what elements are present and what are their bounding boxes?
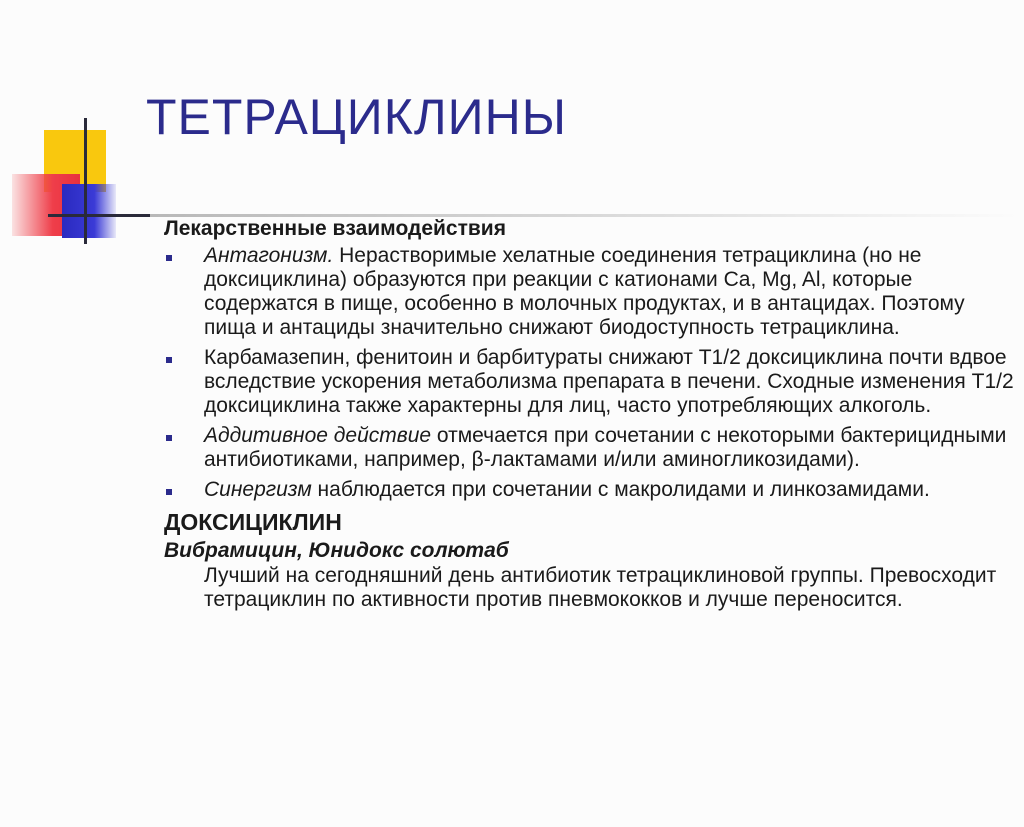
item-lead: Синергизм — [204, 478, 312, 501]
list-item — [164, 424, 1016, 472]
vertical-line — [84, 118, 87, 244]
bullet-list — [164, 244, 1016, 502]
brand-names: Вибрамицин, Юнидокс солютаб — [164, 539, 509, 562]
slide-content — [164, 216, 1016, 612]
section-title: ДОКСИЦИКЛИН — [164, 509, 342, 535]
bullet-icon — [166, 255, 172, 261]
item-lead: Аддитивное действие — [204, 424, 432, 447]
horizontal-line — [48, 214, 158, 217]
list-item — [164, 346, 1016, 418]
item-text: Карбамазепин, фенитоин и барбитураты снижают T1/2 доксициклина почти вдвое вследствие ускорения метаболизма препарата в печени. Сходные изменения T1/2 доксициклина также характерны для лиц, часто употребляющих алкоголь. — [204, 346, 1014, 417]
item-text: отмечается при сочетании с некоторыми бактерицидными антибиотиками, например, β-лактамами и/или аминогликозидами). — [204, 424, 1007, 471]
blue-square — [62, 184, 116, 238]
item-lead: Антагонизм. — [204, 244, 334, 267]
item-text: наблюдается при сочетании с макролидами и линкозамидами. — [311, 478, 930, 501]
list-item — [164, 478, 1016, 502]
bullet-icon — [166, 357, 172, 363]
list-item — [164, 244, 1016, 340]
bullet-icon — [166, 489, 172, 495]
subheading: Лекарственные взаимодействия — [164, 217, 506, 240]
item-text: Нерастворимые хелатные соединения тетрациклина (но не доксициклина) образуются при реакции с катионами Ca, Mg, Al, которые содержатся в пище, особенно в молочных продуктах, и в антацидах. Поэтому пища и антациды значительно снижают биодоступность тетрациклина. — [204, 244, 965, 339]
slide-title: ТЕТРАЦИКЛИНЫ — [146, 89, 567, 145]
decorative-squares — [0, 0, 170, 260]
bullet-icon — [166, 435, 172, 441]
description: Лучший на сегодняшний день антибиотик тетрациклиновой группы. Превосходит тетрациклин по активности против пневмококков и лучше переносится. — [204, 564, 997, 611]
